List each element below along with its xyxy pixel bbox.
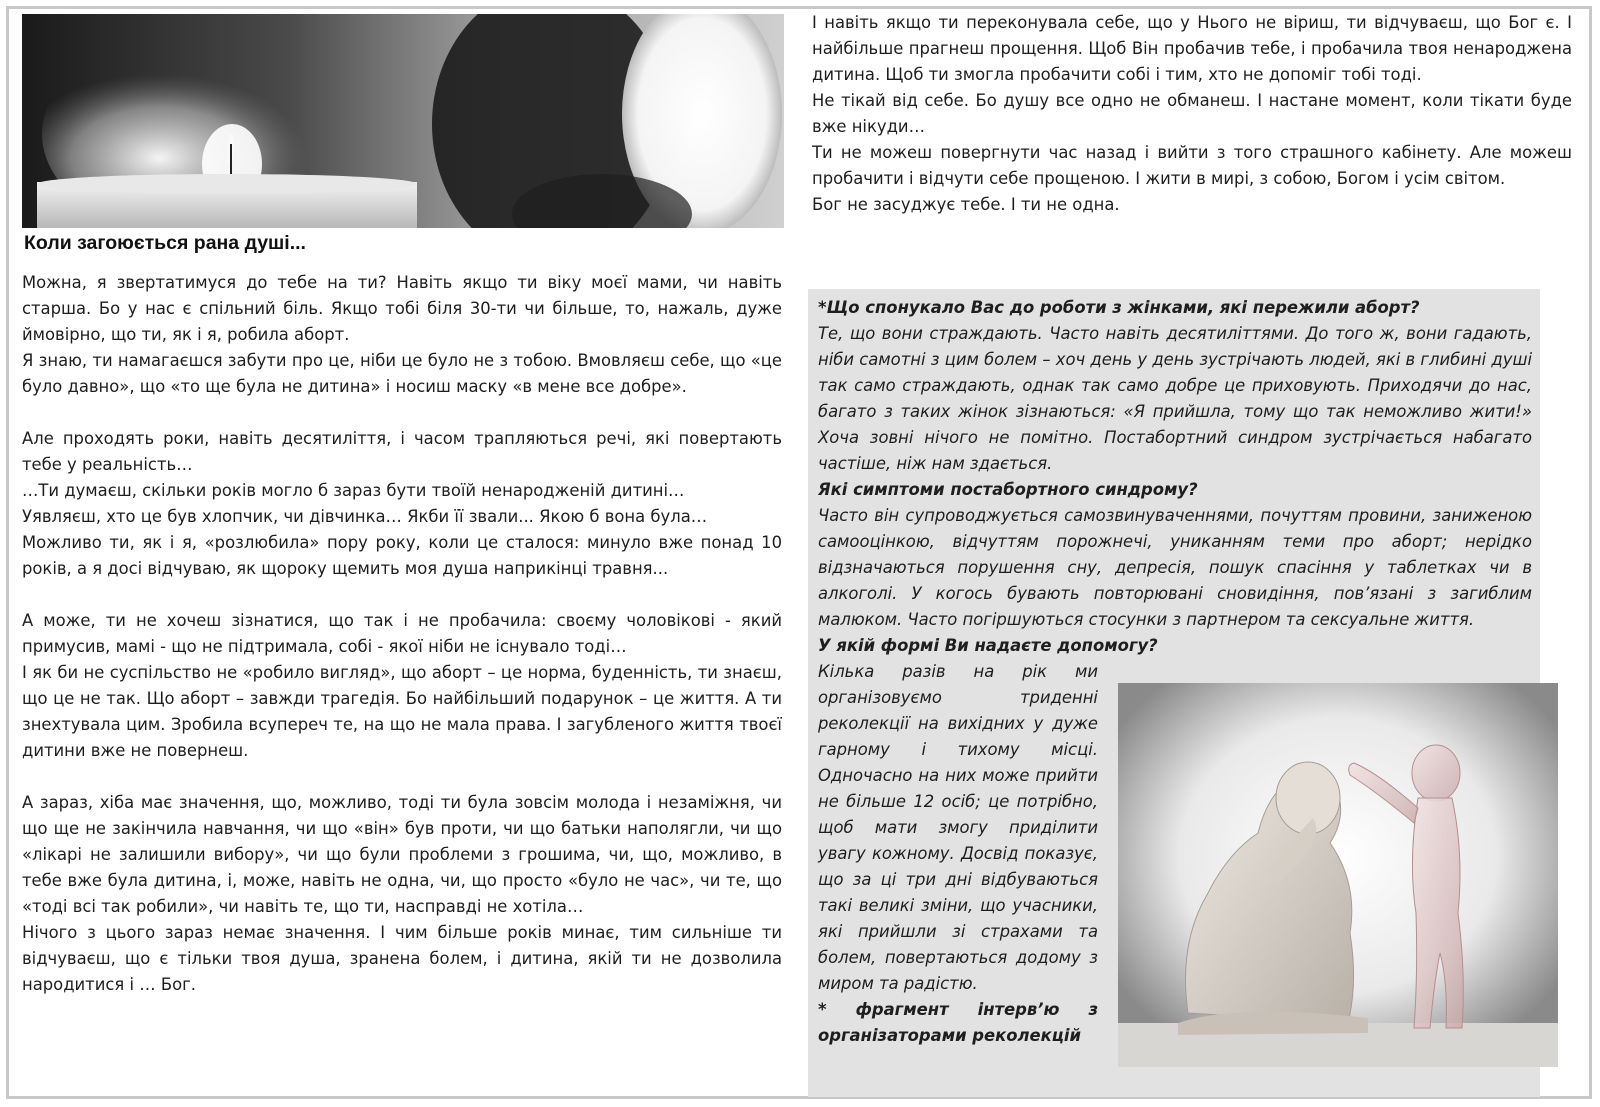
sculpture-photo — [1118, 683, 1558, 1067]
interview-answer: Часто він супроводжується самозвинуваченнями, почуттям провини, заниженою самооцінкою, відчуттям порожнечі, униканням теми про аборт; нерідко відзначаються порушення сну, депресія, пошук спасіння у таблетках чи в алкоголі. У когось бувають повторювані сновидіння, пов’язані з загиблим малюком. Часто погіршуються стосунки з партнером та сексуальне життя. — [818, 506, 1532, 629]
paragraph: Не тікай від себе. Бо душу все одно не обманеш. І настане момент, коли тікати буде вже нікуди… — [812, 91, 1572, 136]
paragraph: Нічого з цього зараз немає значення. І чим більше років минає, тим сильніше ти відчуваєш, що є тільки твоя душа, зранена болем, і дитина, якій ти не дозволила народитися і … Бог. — [22, 923, 782, 994]
paragraph: Уявляєш, хто це був хлопчик, чи дівчинка… Якби її звали... Якою б вона була… — [22, 507, 708, 526]
left-column — [22, 14, 782, 1094]
paragraph: І навіть якщо ти переконувала себе, що у Нього не віриш, ти відчуваєш, що Бог є. І найбільше прагнеш прощення. Щоб Він пробачив тебе, і пробачила твоя ненароджена дитина. Щоб ти змогла пробачити собі і тим, хто не допоміг тобі тоді. — [812, 13, 1572, 84]
article-title: Коли загоюється рана душі... — [24, 232, 306, 254]
article-continuation — [812, 10, 1572, 218]
candle-photo — [22, 14, 784, 228]
interview-question: У якій формі Ви надаєте допомогу? — [818, 636, 1158, 655]
interview-answer: Те, що вони страждають. Часто навіть десятиліттями. До того ж, вони гадають, ніби самотні з цим болем – хоч день у день зустрічають людей, які в глибині душі так само страждають, однак так само добре це приховують. Приходячи до нас, багато з таких жінок зізнаються: «Я прийшла, тому що так неможливо жити!» Хоча зовні нічого не помітно. Постабортний синдром зустрічається набагато частіше, ніж нам здається. — [818, 324, 1532, 473]
paragraph: Я знаю, ти намагаєшся забути про це, ніби це було не з тобою. Вмовляєш себе, що «це було давно», що «то ще була не дитина» і носиш маску «в мене все добре». — [22, 351, 782, 396]
paragraph: Ти не можеш повергнути час назад і вийти з того страшного кабінету. Але можеш пробачити і відчути себе прощеною. І жити в мирі, з собою, Богом і усім світом. — [812, 143, 1572, 188]
interview-question: Які симптоми постабортного синдрому? — [818, 480, 1198, 499]
paragraph: А зараз, хіба має значення, що, можливо, тоді ти була зовсім молода і незаміжня, чи що ще не закінчила навчання, чи що «він» був проти, чи що батьки наполягли, чи що «лікарі не залишили вибору», чи що були проблеми з грошима, чи, що, можливо, в тебе вже була дитина, і, може, навіть не одна, чи, що просто «було не час», чи те, що «тоді всі так робили», чи навіть те, що ти, насправді не хотіла… — [22, 793, 782, 916]
footnote: * фрагмент інтерв’ю з організаторами реколекцій — [818, 1000, 1098, 1045]
paragraph: Можна, я звертатимуся до тебе на ти? Навіть якщо ти віку моєї мами, чи навіть старша. Бо у нас є спільний біль. Якщо тобі біля 30-ти чи більше, то, нажаль, дуже ймовірно, що ти, як і я, робила аборт. — [22, 273, 782, 344]
interview-question: *Що спонукало Вас до роботи з жінками, які пережили аборт? — [818, 298, 1420, 317]
right-column — [812, 10, 1572, 1100]
interview-panel — [808, 289, 1540, 1097]
paragraph: І як би не суспільство не «робило вигляд», що аборт – це норма, буденність, ти знаєш, що це не так. Що аборт – завжди трагедія. Бо найбільший подарунок – це життя. А ти знехтувала цим. Зробила всупереч те, на що не мала права. І загубленого життя твоєї дитини вже не повернеш. — [22, 663, 782, 760]
paragraph: Але проходять роки, навіть десятиліття, і часом трапляються речі, які повертають тебе у реальність… — [22, 429, 782, 474]
paragraph: А може, ти не хочеш зізнатися, що так і не пробачила: своєму чоловікові - який примусив, мамі - що не підтримала, собі - якої ніби не існувало тоді… — [22, 611, 782, 656]
paragraph: …Ти думаєш, скільки років могло б зараз бути твоїй ненародженій дитині… — [22, 481, 685, 500]
paragraph: Бог не засуджує тебе. І ти не одна. — [812, 195, 1120, 214]
article-body — [22, 270, 782, 998]
paragraph: Можливо ти, як і я, «розлюбила» пору року, коли це сталося: минуло вже понад 10 років, а я досі відчуваю, як щороку щемить моя душа наприкінці травня... — [22, 533, 782, 578]
interview-answer: Кілька разів на рік ми організовуємо триденні реколекції на вихідних у дуже гарному і тихому місці. Одночасно на них може прийти не більше 12 осіб; це потрібно, щоб мати змогу приділити увагу кожному. Досвід показує, що за ці три дні відбуваються такі великі зміни, що учасники, які прийшли зі страхами та болем, повертаються додому з миром та радістю. — [818, 662, 1098, 993]
